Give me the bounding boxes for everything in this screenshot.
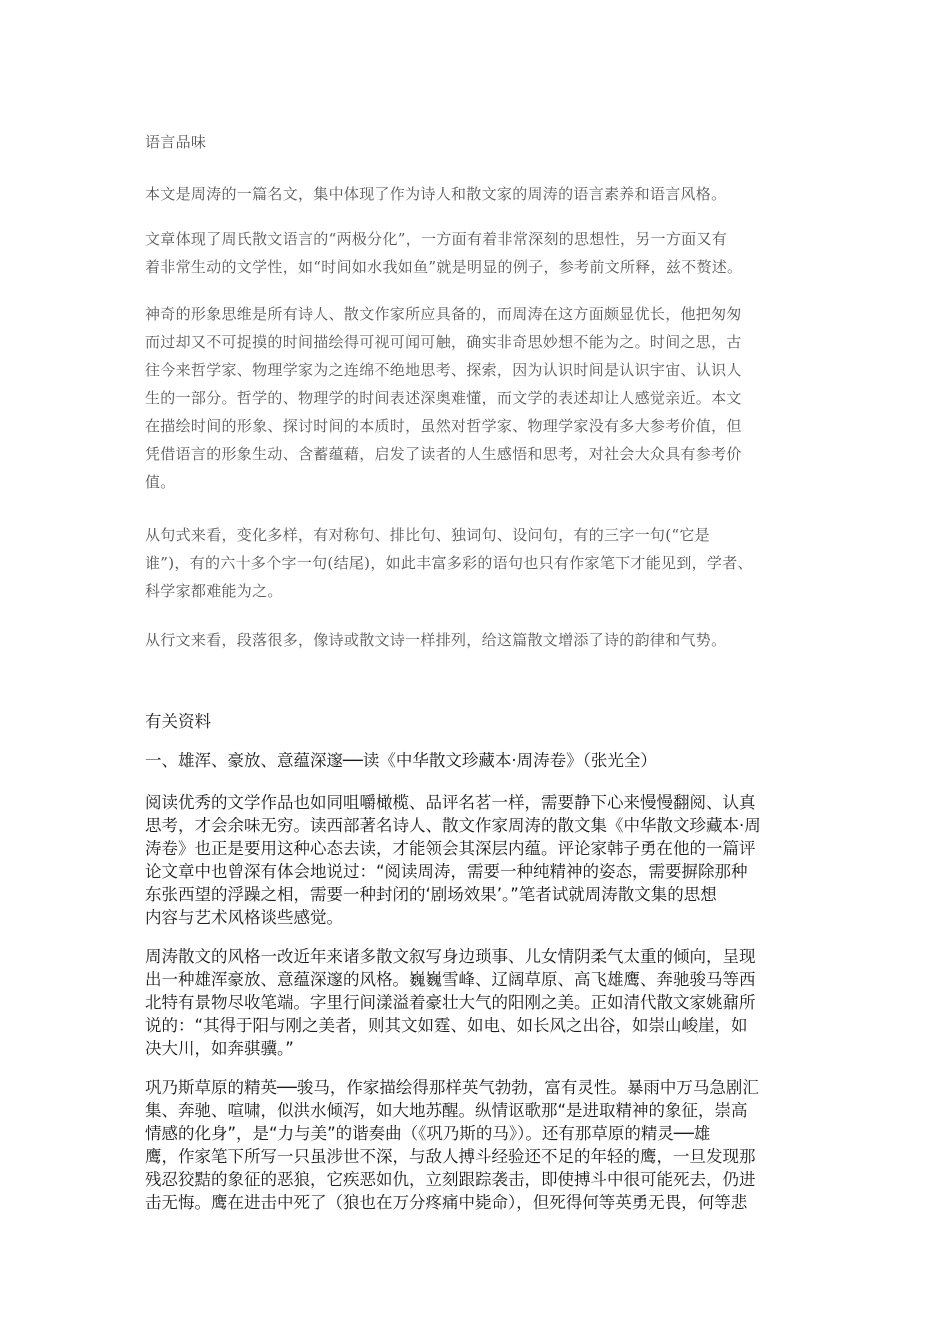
paragraph: 从句式来看，变化多样，有对称句、排比句、独词句、设问句，有的三字一句(“它是 谁”)，有的六十多个字一句(结尾)，如此丰富多彩的语句也只有作家笔下才能见到，学者、 科学家都难能为之。 <box>145 526 753 600</box>
section-title-materials: 有关资料 <box>145 712 211 731</box>
section-title-language: 语言品味 <box>145 133 207 151</box>
paragraph: 阅读优秀的文学作品也如同咀嚼橄榄、品评名茗一样，需要静下心来慢慢翻阅、认真 思考，才会余味无穷。读西部著名诗人、散文作家周涛的散文集《中华散文珍藏本·周 涛卷》也正是要用这种心态去读，才能领会其深层内蕴。评论家韩子勇在他的一篇评 论文章中也曾深有体会地说过：“阅读周涛，需要一种纯精神的姿态，需要摒除那种 东张西望的浮躁之相，需要一种封闭的‘剧场效果’。”笔者试就周涛散文集的思想 内容与艺术风格谈些感觉。 <box>145 793 761 927</box>
paragraph: 巩乃斯草原的精英──骏马，作家描绘得那样英气勃勃，富有灵性。暴雨中万马急剧汇 集、奔驰、喧啸，似洪水倾泻，如大地苏醒。纵情讴歌那“是进取精神的象征，崇高 情感的化身”，是“力与美”的谐奏曲（《巩乃斯的马》）。还有那草原的精灵──雄 鹰，作家笔下所写一只虽涉世不深，与敌人搏斗经验还不足的年轻的鹰，一旦发现那 残忍狡黠的象征的恶狼，它疾恶如仇，立刻跟踪袭击，即使搏斗中很可能死去，仍进 击无悔。鹰在进击中死了（狼也在万分疼痛中毙命），但死得何等英勇无畏，何等悲 <box>145 1078 759 1212</box>
paragraph: 神奇的形象思维是所有诗人、散文作家所应具备的，而周涛在这方面颇显优长，他把匆匆 而过却又不可捉摸的时间描绘得可视可闻可触，确实非奇思妙想不能为之。时间之思，古 往今来哲学家、物理学家为之连绵不绝地思考、探索，因为认识时间是认识宇宙、认识人 生的一部分。哲学的、物理学的时间表述深奥难懂，而文学的表述却让人感觉亲近。本文 在描绘时间的形象、探讨时间的本质时，虽然对哲学家、物理学家没有多大参考价值，但 凭借语言的形象生动、含蓄蕴藉，启发了读者的人生感悟和思考，对社会大众具有参考价 值。 <box>145 305 742 491</box>
paragraph: 文章体现了周氏散文语言的“两极分化”，一方面有着非常深刻的思想性，另一方面又有 着非常生动的文学性，如“时间如水我如鱼”就是明显的例子，参考前文所释，兹不赘述。 <box>145 230 743 276</box>
paragraph: 从行文来看，段落很多，像诗或散文诗一样排列，给这篇散文增添了诗的韵律和气势。 <box>145 631 727 649</box>
section-subtitle: 一、雄浑、豪放、意蕴深邃──读《中华散文珍藏本·周涛卷》（张光全） <box>145 751 657 770</box>
paragraph: 周涛散文的风格一改近年来诸多散文叙写身边琐事、儿女情阴柔气太重的倾向，呈现 出一种雄浑豪放、意蕴深邃的风格。巍巍雪峰、辽阔草原、高飞雄鹰、奔驰骏马等西 北特有景物尽收笔端。字里行间漾溢着豪壮大气的阳刚之美。正如清代散文家姚鼐所 说的：“其得于阳与刚之美者，则其文如霆、如电、如长风之出谷，如崇山峻崖，如 决大川，如奔骐骥。” <box>145 947 756 1058</box>
paragraph: 本文是周涛的一篇名文，集中体现了作为诗人和散文家的周涛的语言素养和语言风格。 <box>145 185 727 203</box>
